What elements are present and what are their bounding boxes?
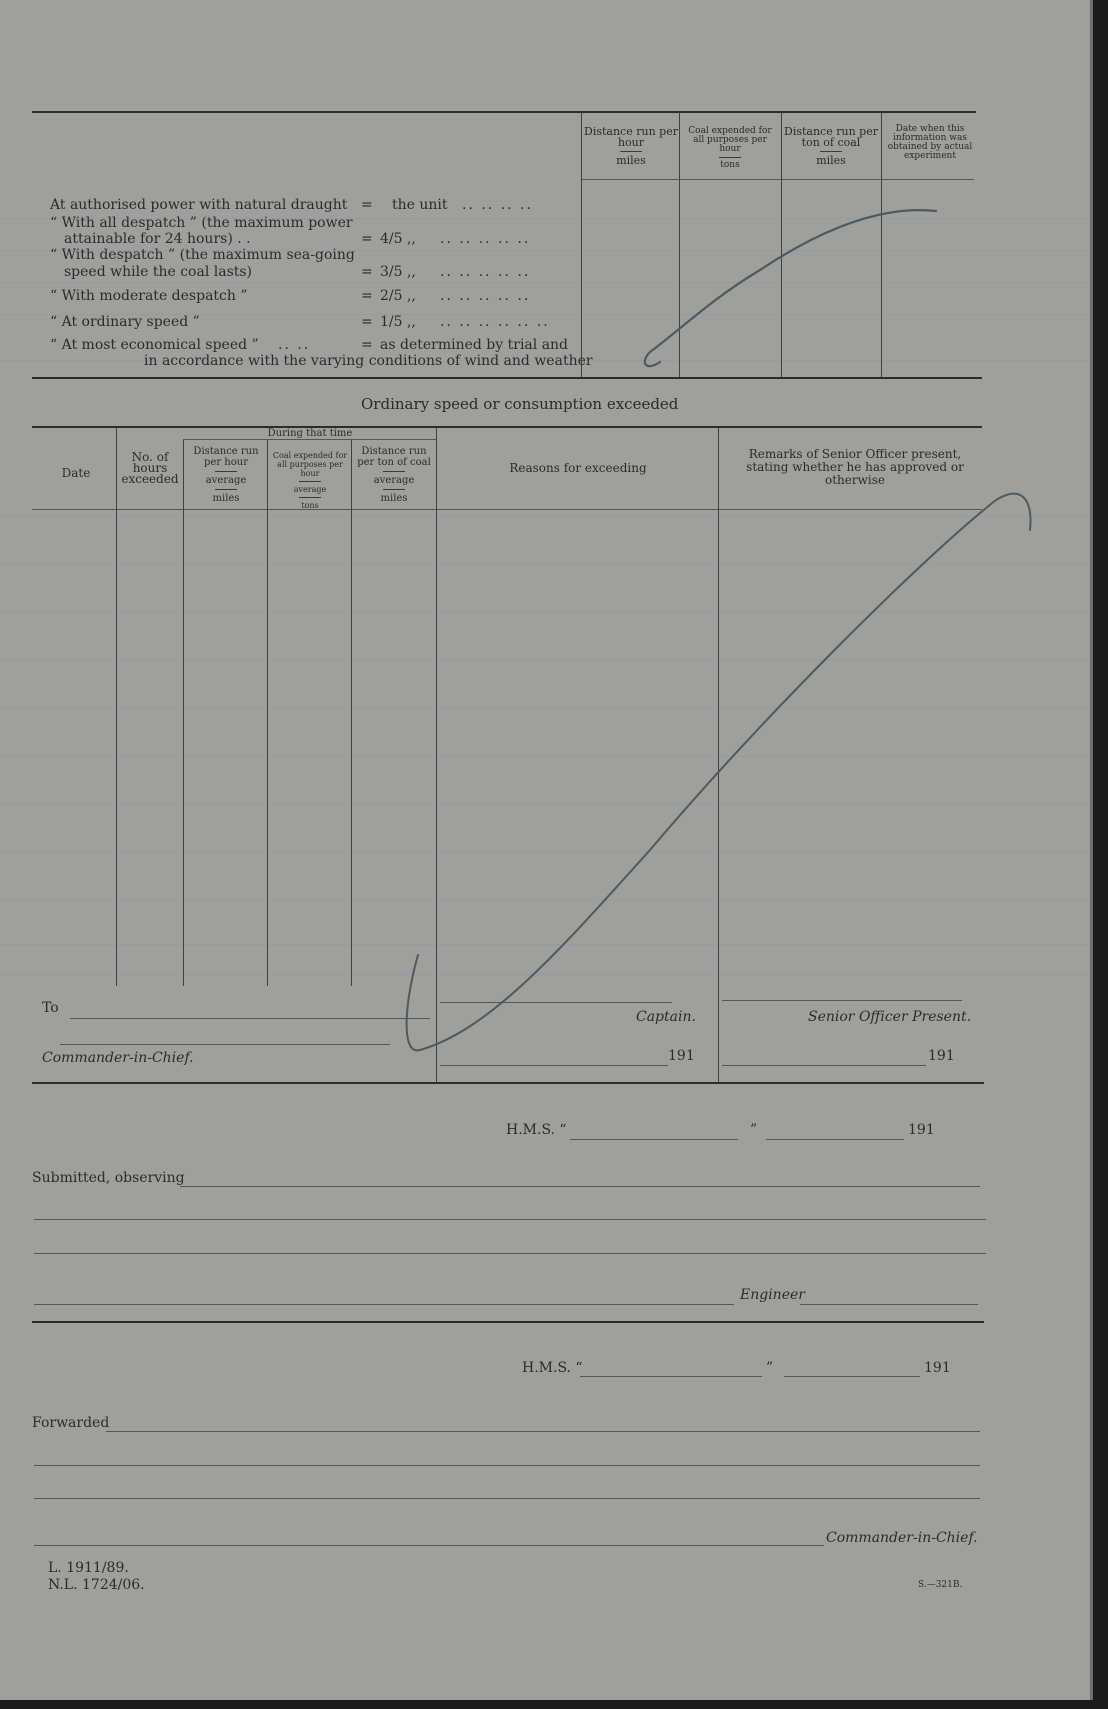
col-hours-exceeded: No. of hours exceeded bbox=[121, 450, 179, 486]
footer-ref-1: L. 1911/89. bbox=[48, 1560, 129, 1576]
hms-label: H.M.S. “ bbox=[522, 1360, 583, 1376]
submitted-label: Submitted, observing bbox=[32, 1170, 185, 1186]
commander-in-chief-label: Commander-in-Chief. bbox=[826, 1530, 978, 1546]
commander-label: Commander-in-Chief. bbox=[42, 1050, 194, 1066]
row-eq: = bbox=[361, 337, 373, 353]
row-value: as determined by trial and bbox=[380, 337, 569, 353]
row-value: 1/5 ,, bbox=[380, 314, 416, 330]
footer-form-number: S.—321B. bbox=[918, 1580, 963, 1590]
hms-label: H.M.S. “ bbox=[506, 1122, 567, 1138]
row-leader-dots: .. .. .. .. .. .. bbox=[440, 314, 550, 330]
header-distance-per-hour: Distance run per hour miles bbox=[584, 125, 678, 167]
row-eq: = bbox=[361, 197, 373, 213]
row-label-despatch-cont: speed while the coal lasts) bbox=[64, 264, 253, 280]
row-leader-dots: .. .. .. .. .. bbox=[440, 264, 531, 280]
col-remarks: Remarks of Senior Officer present, stating whether he has approved or otherwise bbox=[746, 447, 964, 487]
forwarded-label: Forwarded bbox=[32, 1415, 110, 1431]
captain-label: Captain. bbox=[636, 1009, 696, 1025]
col-reasons: Reasons for exceeding bbox=[509, 461, 647, 475]
row-label-unit: At authorised power with natural draught bbox=[50, 197, 348, 213]
row-value: 4/5 ,, bbox=[380, 231, 416, 247]
footer-ref-2: N.L. 1724/06. bbox=[48, 1577, 145, 1593]
row-label-economical: “ At most economical speed ” bbox=[50, 337, 259, 353]
row-value: 2/5 ,, bbox=[380, 288, 416, 304]
row-eq: = bbox=[361, 231, 373, 247]
row-value: 3/5 ,, bbox=[380, 264, 416, 280]
row-label-ordinary: “ At ordinary speed ” bbox=[50, 314, 200, 330]
sub-distance-per-ton: Distance run per ton of coal average miles bbox=[357, 446, 431, 504]
sub-coal-per-hour: Coal expended for all purposes per hour average tons bbox=[272, 451, 348, 510]
row-leader-dots: .. .. .. .. .. bbox=[440, 288, 531, 304]
row-eq: = bbox=[361, 314, 373, 330]
row-label-all-despatch: “ With all despatch ” (the maximum power bbox=[50, 215, 353, 231]
hms-close-quote: ” bbox=[766, 1360, 774, 1376]
row-eq: = bbox=[361, 288, 373, 304]
row-label-economical-cont: in accordance with the varying conditions of wind and weather bbox=[144, 353, 593, 369]
header-distance-per-ton: Distance run per ton of coal miles bbox=[784, 125, 878, 167]
row-label-despatch: “ With despatch ” (the maximum sea-going bbox=[50, 247, 355, 263]
senior-officer-label: Senior Officer Present. bbox=[808, 1009, 972, 1025]
header-coal-per-hour: Coal expended for all purposes per hour tons bbox=[688, 126, 772, 170]
senior-officer-year: 191 bbox=[928, 1048, 955, 1064]
row-label-moderate: “ With moderate despatch ” bbox=[50, 288, 248, 304]
hms-year: 191 bbox=[908, 1122, 935, 1138]
row-leader-dots: .. .. .. .. .. bbox=[440, 231, 531, 247]
engineer-label: Engineer bbox=[740, 1287, 805, 1303]
sub-distance-per-hour: Distance run per hour average miles bbox=[193, 446, 259, 504]
row-leader-dots: .. .. .. .. bbox=[462, 197, 533, 213]
row-leader-dots: .. .. bbox=[278, 337, 311, 353]
hms-year: 191 bbox=[924, 1360, 951, 1376]
to-label: To bbox=[42, 1000, 59, 1016]
col-group-during: During that time bbox=[267, 428, 353, 439]
row-label-all-despatch-cont: attainable for 24 hours) . . bbox=[64, 231, 251, 247]
captain-year: 191 bbox=[668, 1048, 695, 1064]
row-value: the unit bbox=[392, 197, 448, 213]
section-title: Ordinary speed or consumption exceeded bbox=[361, 395, 679, 413]
col-date: Date bbox=[61, 466, 91, 480]
header-date-experiment: Date when this information was obtained by actual experiment bbox=[887, 124, 973, 161]
hms-close-quote: ” bbox=[750, 1122, 758, 1138]
row-eq: = bbox=[361, 264, 373, 280]
